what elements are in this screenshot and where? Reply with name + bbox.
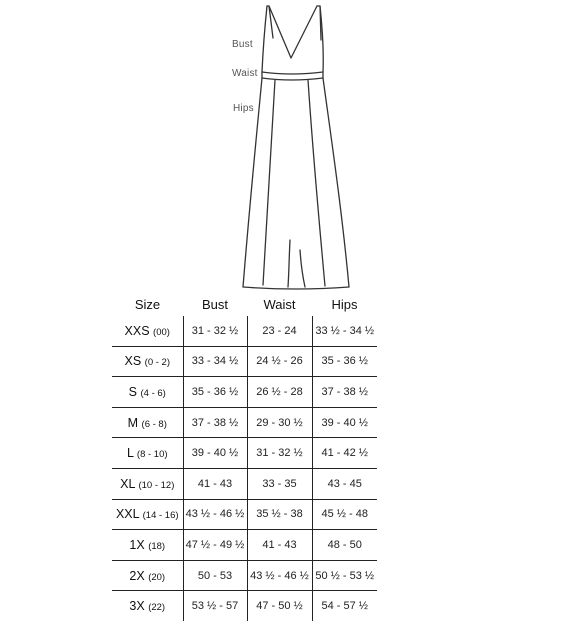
size-label: XL [120, 476, 135, 491]
table-row [112, 407, 377, 438]
bust-cell: 50 - 53 [183, 560, 247, 591]
waist-cell: 41 - 43 [247, 530, 312, 561]
size-range: (00) [153, 326, 170, 338]
hips-cell: 39 - 40 ½ [312, 407, 377, 438]
dress-illustration [0, 0, 580, 292]
size-label: 2X [129, 568, 145, 583]
bust-cell: 33 - 34 ½ [183, 346, 247, 377]
header-waist: Waist [263, 296, 296, 312]
dress-illustration-area [0, 0, 580, 292]
size-cell [112, 560, 183, 591]
hips-cell: 45 ½ - 48 [312, 499, 377, 530]
hips-cell: 37 - 38 ½ [312, 377, 377, 408]
hips-cell: 54 - 57 ½ [312, 591, 377, 621]
waist-cell: 35 ½ - 38 [247, 499, 312, 530]
hips-cell: 48 - 50 [312, 530, 377, 561]
bust-cell: 53 ½ - 57 [183, 591, 247, 621]
table-row [112, 438, 377, 469]
waist-cell: 31 - 32 ½ [247, 438, 312, 469]
size-label: 1X [129, 537, 145, 552]
bust-measure-label: Bust [232, 39, 253, 50]
size-range: (20) [148, 571, 166, 583]
size-cell [112, 377, 183, 408]
hips-cell: 41 - 42 ½ [312, 438, 377, 469]
size-chart-header-row [112, 292, 377, 316]
bust-cell: 41 - 43 [183, 468, 247, 499]
size-cell [112, 316, 183, 346]
bust-cell: 31 - 32 ½ [183, 316, 247, 346]
hips-cell: 50 ½ - 53 ½ [312, 560, 377, 591]
table-row [112, 591, 377, 621]
size-cell [112, 591, 183, 621]
size-label: XS [124, 354, 142, 369]
table-row [112, 560, 377, 591]
table-row [112, 468, 377, 499]
bust-cell: 47 ½ - 49 ½ [183, 530, 247, 561]
size-range: (6 - 8) [141, 418, 167, 430]
size-label: 3X [129, 599, 145, 614]
waist-cell: 24 ½ - 26 [247, 346, 312, 377]
table-row [112, 377, 377, 408]
bust-cell: 39 - 40 ½ [183, 438, 247, 469]
size-cell [112, 407, 183, 438]
bust-cell: 35 - 36 ½ [183, 377, 247, 408]
hips-cell: 35 - 36 ½ [312, 346, 377, 377]
size-range: (0 - 2) [144, 357, 170, 369]
size-cell [112, 438, 183, 469]
size-cell [112, 346, 183, 377]
size-cell [112, 468, 183, 499]
hips-cell: 43 - 45 [312, 468, 377, 499]
waist-measure-label: Waist [232, 68, 258, 79]
size-range: (10 - 12) [138, 479, 175, 491]
table-row [112, 530, 377, 561]
table-row [112, 346, 377, 377]
waist-cell: 47 - 50 ½ [247, 591, 312, 621]
table-row [112, 316, 377, 346]
size-range: (18) [148, 540, 166, 552]
size-range: (22) [148, 602, 166, 614]
size-range: (14 - 16) [142, 510, 179, 522]
size-label: XXL [115, 507, 140, 522]
waist-cell: 43 ½ - 46 ½ [247, 560, 312, 591]
bust-cell: 43 ½ - 46 ½ [183, 499, 247, 530]
size-label: L [126, 446, 134, 461]
size-chart-body [112, 316, 377, 621]
bust-cell: 37 - 38 ½ [183, 407, 247, 438]
header-bust: Bust [201, 296, 228, 312]
size-label: S [128, 384, 137, 399]
size-range: (4 - 6) [140, 387, 166, 399]
size-chart-table [112, 292, 377, 621]
header-size: Size [134, 296, 161, 312]
waist-cell: 26 ½ - 28 [247, 377, 312, 408]
size-cell [112, 530, 183, 561]
size-range: (8 - 10) [136, 449, 168, 461]
table-row [112, 499, 377, 530]
hips-measure-label: Hips [233, 103, 254, 114]
size-cell [112, 499, 183, 530]
size-label: M [127, 415, 139, 430]
waist-cell: 29 - 30 ½ [247, 407, 312, 438]
waist-cell: 33 - 35 [247, 468, 312, 499]
header-hips: Hips [331, 296, 358, 312]
size-label: XXS [124, 323, 150, 338]
waist-cell: 23 - 24 [247, 316, 312, 346]
hips-cell: 33 ½ - 34 ½ [312, 316, 377, 346]
